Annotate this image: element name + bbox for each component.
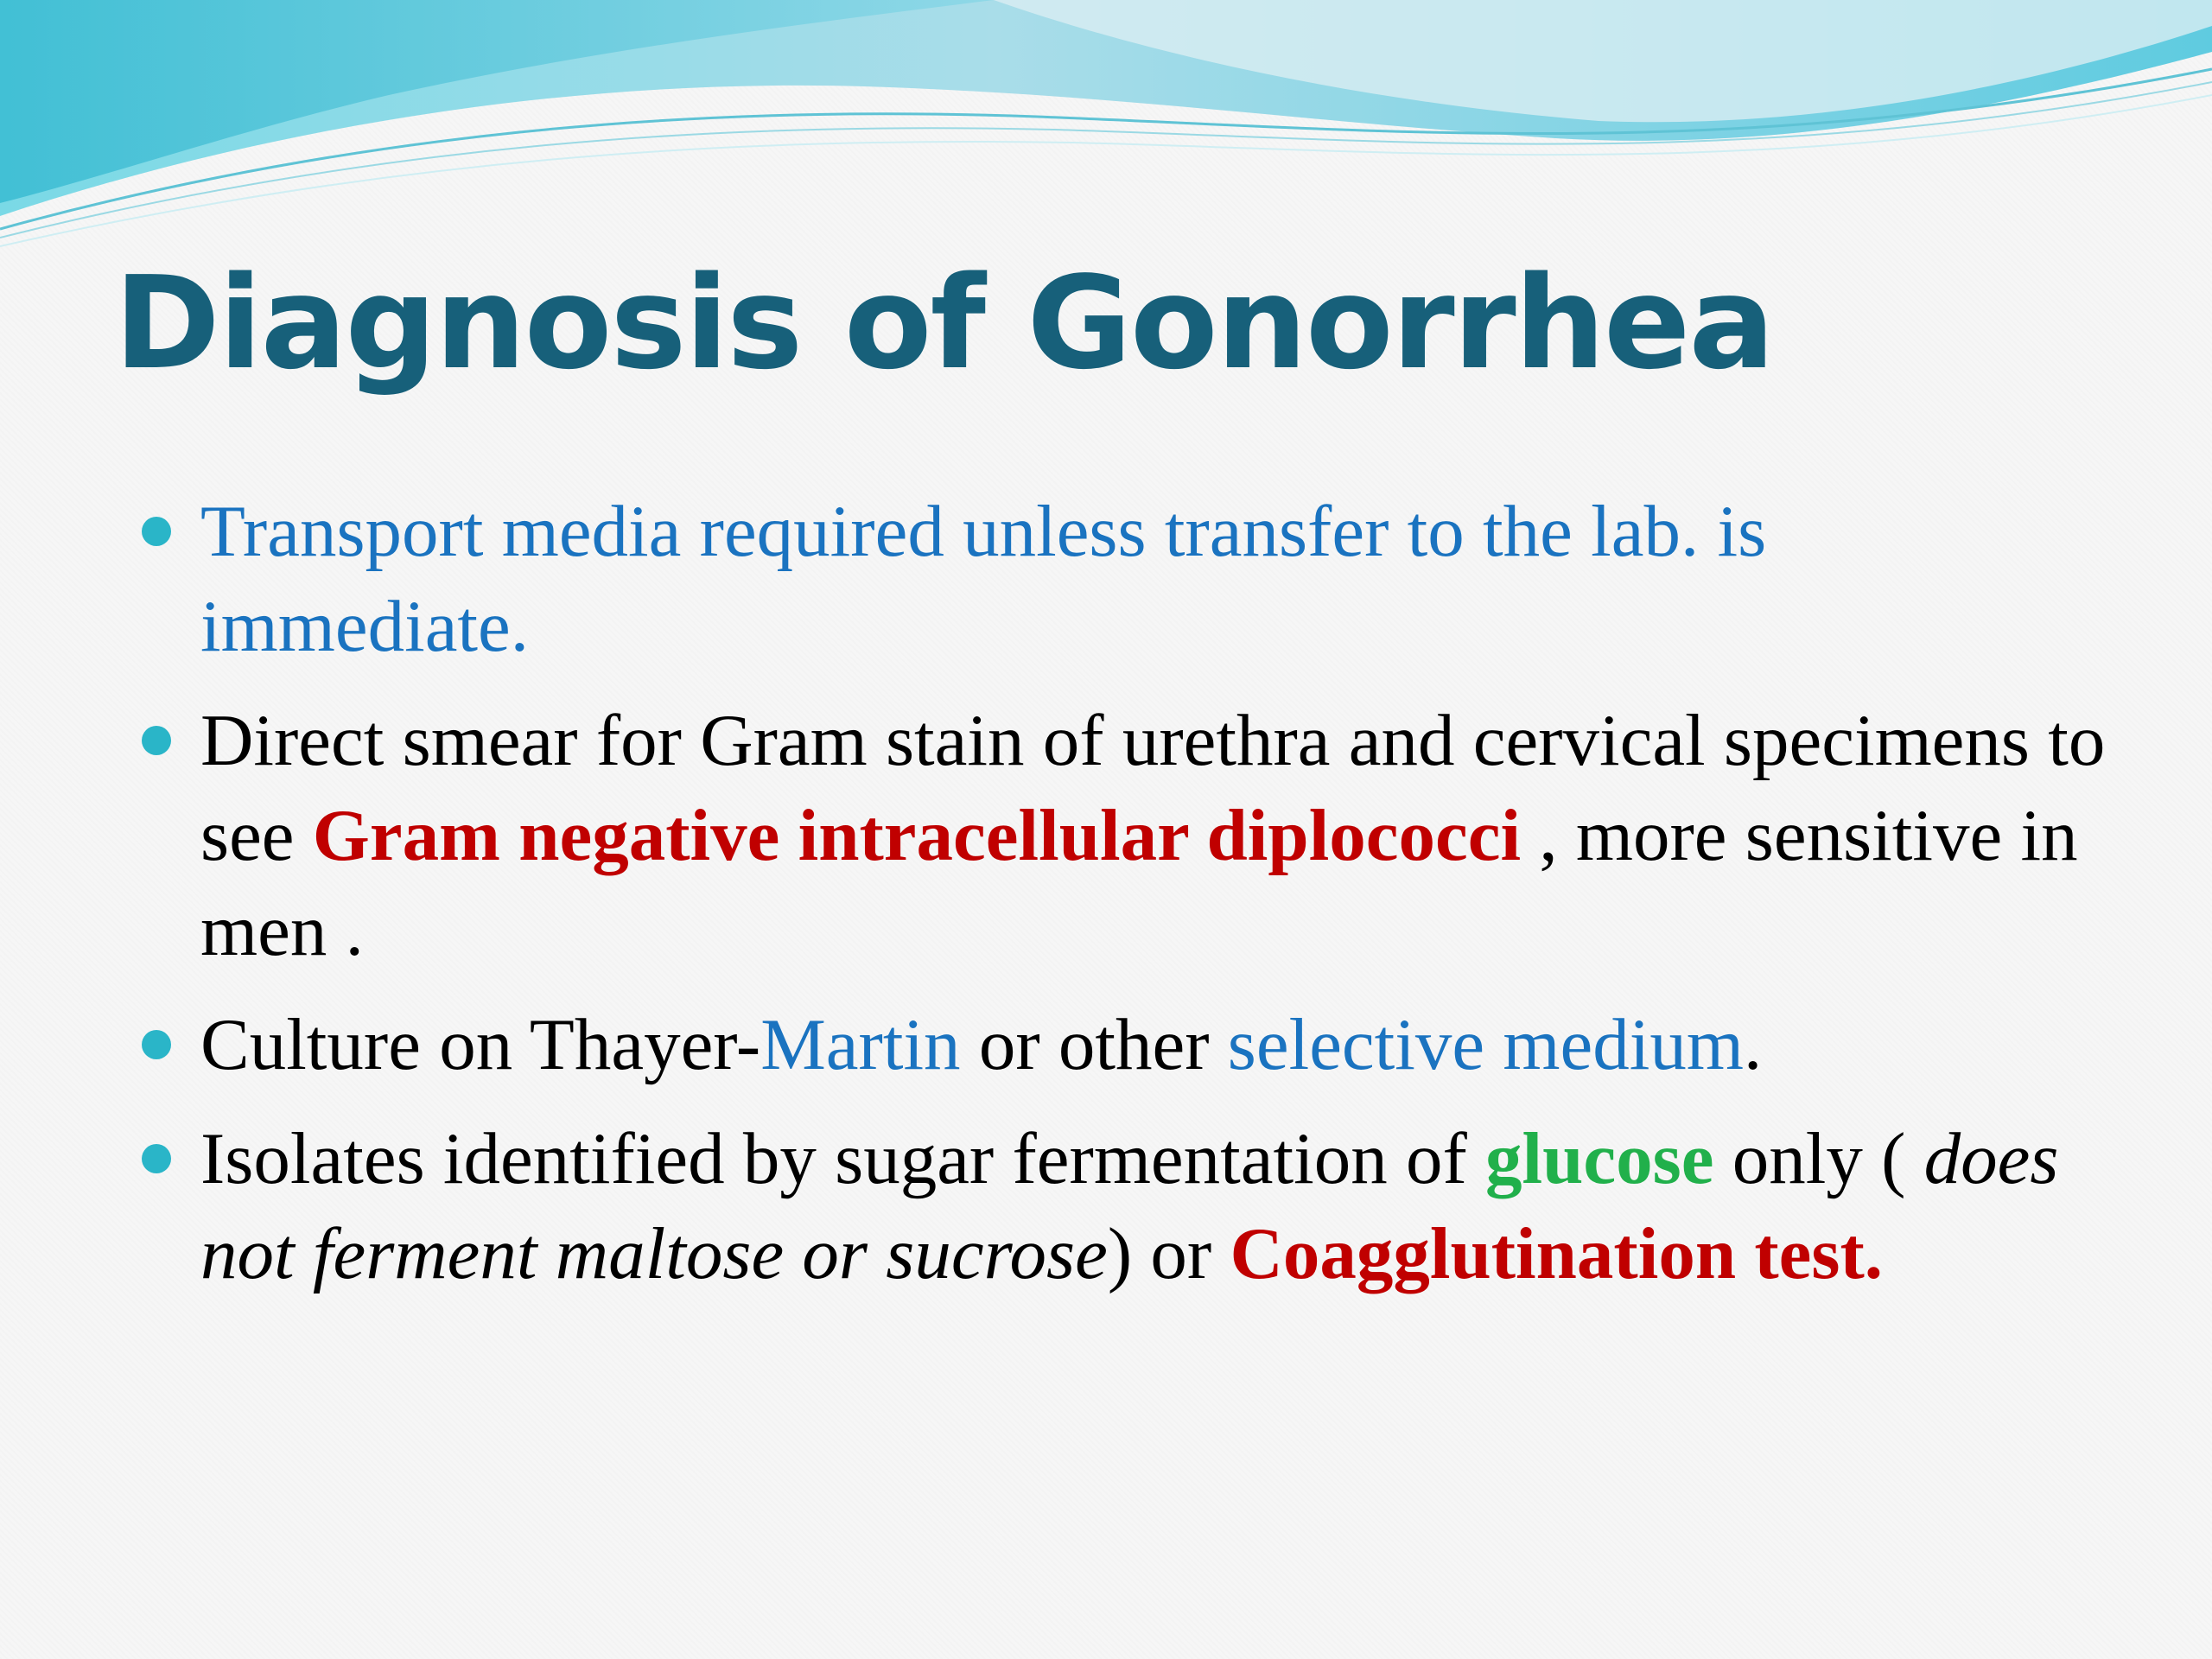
highlight-term: Martin: [760, 1004, 961, 1085]
bullet-text: , more sensitive in men .: [200, 795, 2078, 971]
bullet-text: ) or: [1107, 1213, 1230, 1294]
bullet-text: Direct smear for Gram stain of urethra and cervical specimens to see: [200, 700, 2106, 876]
highlight-term: Gram negative intracellular diplococci: [312, 795, 1522, 876]
slide-title: Diagnosis of Gonorrhea: [114, 249, 1774, 397]
bullet-item: [138, 484, 2108, 674]
bullet-text: Isolates identified by sugar fermentation of: [200, 1118, 1486, 1199]
bullet-item: [138, 997, 2108, 1092]
bullet-item: [138, 1111, 2108, 1301]
highlight-term: Coagglutination test.: [1230, 1213, 1884, 1294]
highlight-term: glucose: [1485, 1118, 1714, 1199]
bullet-list: [138, 484, 2108, 1320]
bullet-item: [138, 693, 2108, 978]
italic-note: does not ferment maltose or sucrose: [200, 1118, 2059, 1294]
bullet-text: Culture on Thayer-: [200, 1004, 761, 1085]
highlight-term: selective medium: [1227, 1004, 1744, 1085]
wave-header-decoration: [0, 0, 2212, 259]
bullet-text: only (: [1713, 1118, 1924, 1199]
bullet-text: .: [1743, 1004, 1763, 1085]
bullet-text: Transport media required unless transfer to the lab. is immediate.: [200, 491, 1767, 667]
bullet-text: or other: [960, 1004, 1228, 1085]
